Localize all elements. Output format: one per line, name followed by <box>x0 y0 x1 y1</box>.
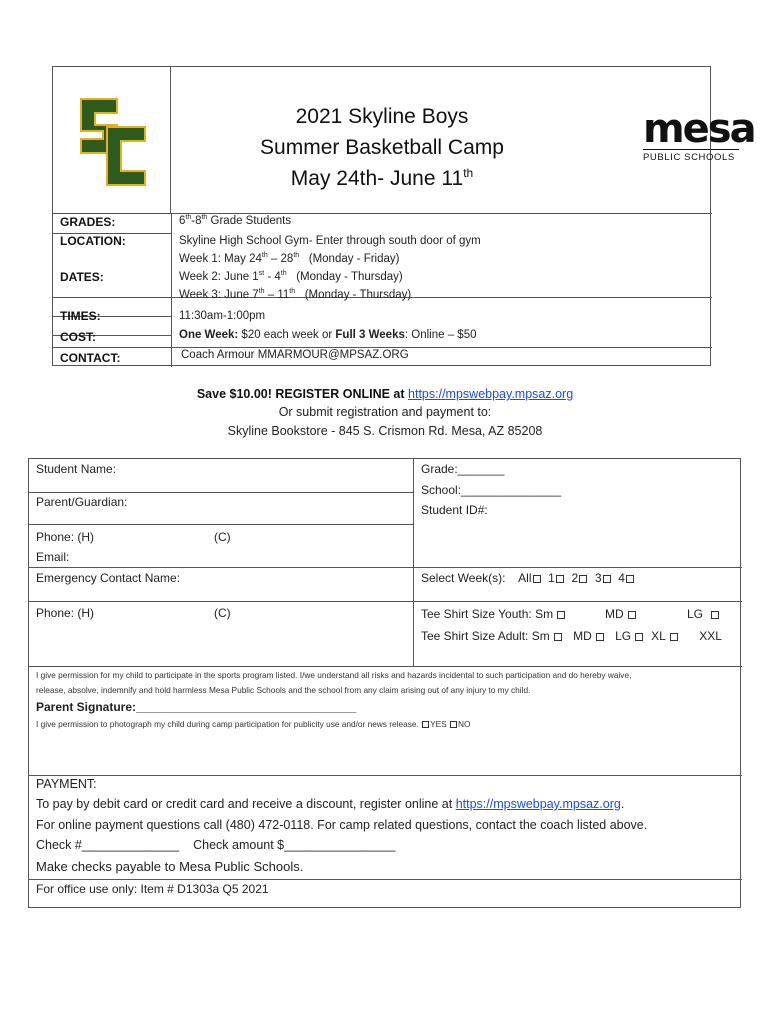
week-2: Week 2: June 1st - 4th (Monday - Thursday) <box>179 270 403 283</box>
tee-adult-row: Tee Shirt Size Adult: Sm MD LG XL XXL <box>421 629 722 643</box>
payment-link[interactable]: https://mpswebpay.mpsaz.org <box>455 797 621 811</box>
photo-no-checkbox[interactable] <box>450 721 457 728</box>
divider <box>29 492 413 493</box>
divider <box>29 567 742 568</box>
parent-guardian-field[interactable]: Parent/Guardian: <box>36 495 128 509</box>
student-name-field[interactable]: Student Name: <box>36 462 117 476</box>
week-2-checkbox[interactable] <box>579 575 587 583</box>
photo-permission-row: I give permission to photograph my child during camp participation for publicity use and/or news release. YES NO <box>36 719 471 729</box>
tee-youth-md: MD <box>605 607 637 621</box>
adult-sm-checkbox[interactable] <box>554 633 562 641</box>
week-3: Week 3: June 7th – 11th (Monday - Thursday) <box>179 288 412 301</box>
times-value: 11:30am-1:00pm <box>179 310 266 322</box>
office-use-text: For office use only: Item # D1303a Q5 2021 <box>36 882 269 896</box>
divider <box>171 213 172 367</box>
bookstore-address: Skyline Bookstore - 845 S. Crismon Rd. Mesa, AZ 85208 <box>227 424 543 438</box>
week-all-label: All <box>518 571 532 585</box>
week-4-label: 4 <box>618 571 625 585</box>
week-1-label: 1 <box>548 571 555 585</box>
grade-field[interactable]: Grade:_______ <box>421 462 505 476</box>
cost-value: One Week: $20 each week or Full 3 Weeks: Online – $50 <box>179 329 477 341</box>
divider <box>29 601 742 602</box>
grades-label: GRADES: <box>60 215 116 229</box>
photo-yes-checkbox[interactable] <box>422 721 429 728</box>
dates-label: DATES: <box>60 270 104 284</box>
times-label: TIMES: <box>60 309 101 323</box>
header-table <box>52 66 755 366</box>
sc-logo <box>77 91 149 189</box>
week-1: Week 1: May 24th – 28th (Monday - Friday) <box>179 252 400 265</box>
check-number-field[interactable]: Check #______________ <box>36 838 180 852</box>
register-line <box>0 387 770 401</box>
payment-line-2: For online payment questions call (480) 472-0118. For camp related questions, contact the coach listed above. <box>36 818 648 832</box>
tee-youth-lg: LG <box>687 607 720 621</box>
school-field[interactable]: School:_______________ <box>421 483 562 497</box>
registration-form <box>28 458 741 908</box>
check-row <box>36 838 395 852</box>
mesa-logo-cell <box>593 67 755 213</box>
divider <box>53 347 712 348</box>
divider <box>29 666 742 667</box>
youth-lg-checkbox[interactable] <box>711 611 719 619</box>
phone-home-field[interactable]: Phone: (H) <box>36 530 95 544</box>
contact-label: CONTACT: <box>60 351 121 365</box>
payable-text: Make checks payable to Mesa Public Schools. <box>36 859 304 874</box>
adult-md-checkbox[interactable] <box>596 633 604 641</box>
title-line-1: 2021 Skyline Boys <box>295 105 469 128</box>
title-line-2: Summer Basketball Camp <box>260 136 504 159</box>
week-2-label: 2 <box>571 571 579 585</box>
tee-youth-row: Tee Shirt Size Youth: Sm <box>421 607 566 621</box>
student-id-field[interactable]: Student ID#: <box>421 503 488 517</box>
adult-xl-checkbox[interactable] <box>670 633 678 641</box>
week-4-checkbox[interactable] <box>626 575 634 583</box>
parent-signature-field[interactable]: Parent Signature:_________________________________ <box>36 700 357 714</box>
week-1-checkbox[interactable] <box>556 575 564 583</box>
divider <box>29 524 413 525</box>
week-all-checkbox[interactable] <box>533 575 541 583</box>
cost-label: COST: <box>60 330 96 344</box>
week-3-label: 3 <box>594 571 602 585</box>
check-amount-field[interactable]: Check amount $________________ <box>193 838 396 852</box>
email-field[interactable]: Email: <box>36 550 70 564</box>
week-select-row <box>421 571 635 585</box>
divider <box>29 775 742 776</box>
location-label: LOCATION: <box>60 234 126 248</box>
divider <box>413 459 414 666</box>
save-text: Save $10.00! REGISTER ONLINE at <box>196 387 405 401</box>
payment-line-1: To pay by debit card or credit card and receive a discount, register online at https://mpswebpay.mpsaz.org. <box>36 797 625 811</box>
contact-value: Coach Armour MMARMOUR@MPSAZ.ORG <box>181 349 409 361</box>
adult-lg-checkbox[interactable] <box>635 633 643 641</box>
phone-cell-field[interactable]: (C) <box>214 530 231 544</box>
youth-md-checkbox[interactable] <box>628 611 636 619</box>
emergency-phone-cell-field[interactable]: (C) <box>214 606 231 620</box>
emergency-contact-field[interactable]: Emergency Contact Name: <box>36 571 181 585</box>
school-logo-cell <box>53 67 171 213</box>
submit-text: Or submit registration and payment to: <box>278 405 492 419</box>
mesa-logo <box>643 106 755 163</box>
mesa-logo-word: mesa <box>643 106 755 152</box>
select-weeks-label: Select Week(s): <box>421 571 506 585</box>
grades-value: 6th-8th Grade Students <box>179 214 292 227</box>
title-cell <box>171 67 593 213</box>
divider <box>53 213 712 214</box>
page-title <box>171 101 593 194</box>
location-value: Skyline High School Gym- Enter through south door of gym <box>179 235 481 247</box>
emergency-phone-home-field[interactable]: Phone: (H) <box>36 606 95 620</box>
youth-sm-checkbox[interactable] <box>557 611 565 619</box>
mesa-logo-subtitle: PUBLIC SCHOOLS <box>643 149 739 163</box>
permission-text: I give permission for my child to participate in the sports program listed. I/we understand all risks and hazards incidental to such participation and do hereby waive, release, absolve, indemnify and hold harmless Mesa Public Schools and the school from any claim arising out of any injury to my child. <box>36 670 632 695</box>
register-link[interactable]: https://mpswebpay.mpsaz.org <box>408 387 574 401</box>
title-line-3: May 24th- June 11th <box>290 166 474 190</box>
week-3-checkbox[interactable] <box>603 575 611 583</box>
payment-title: PAYMENT: <box>36 777 97 791</box>
divider <box>29 879 742 880</box>
